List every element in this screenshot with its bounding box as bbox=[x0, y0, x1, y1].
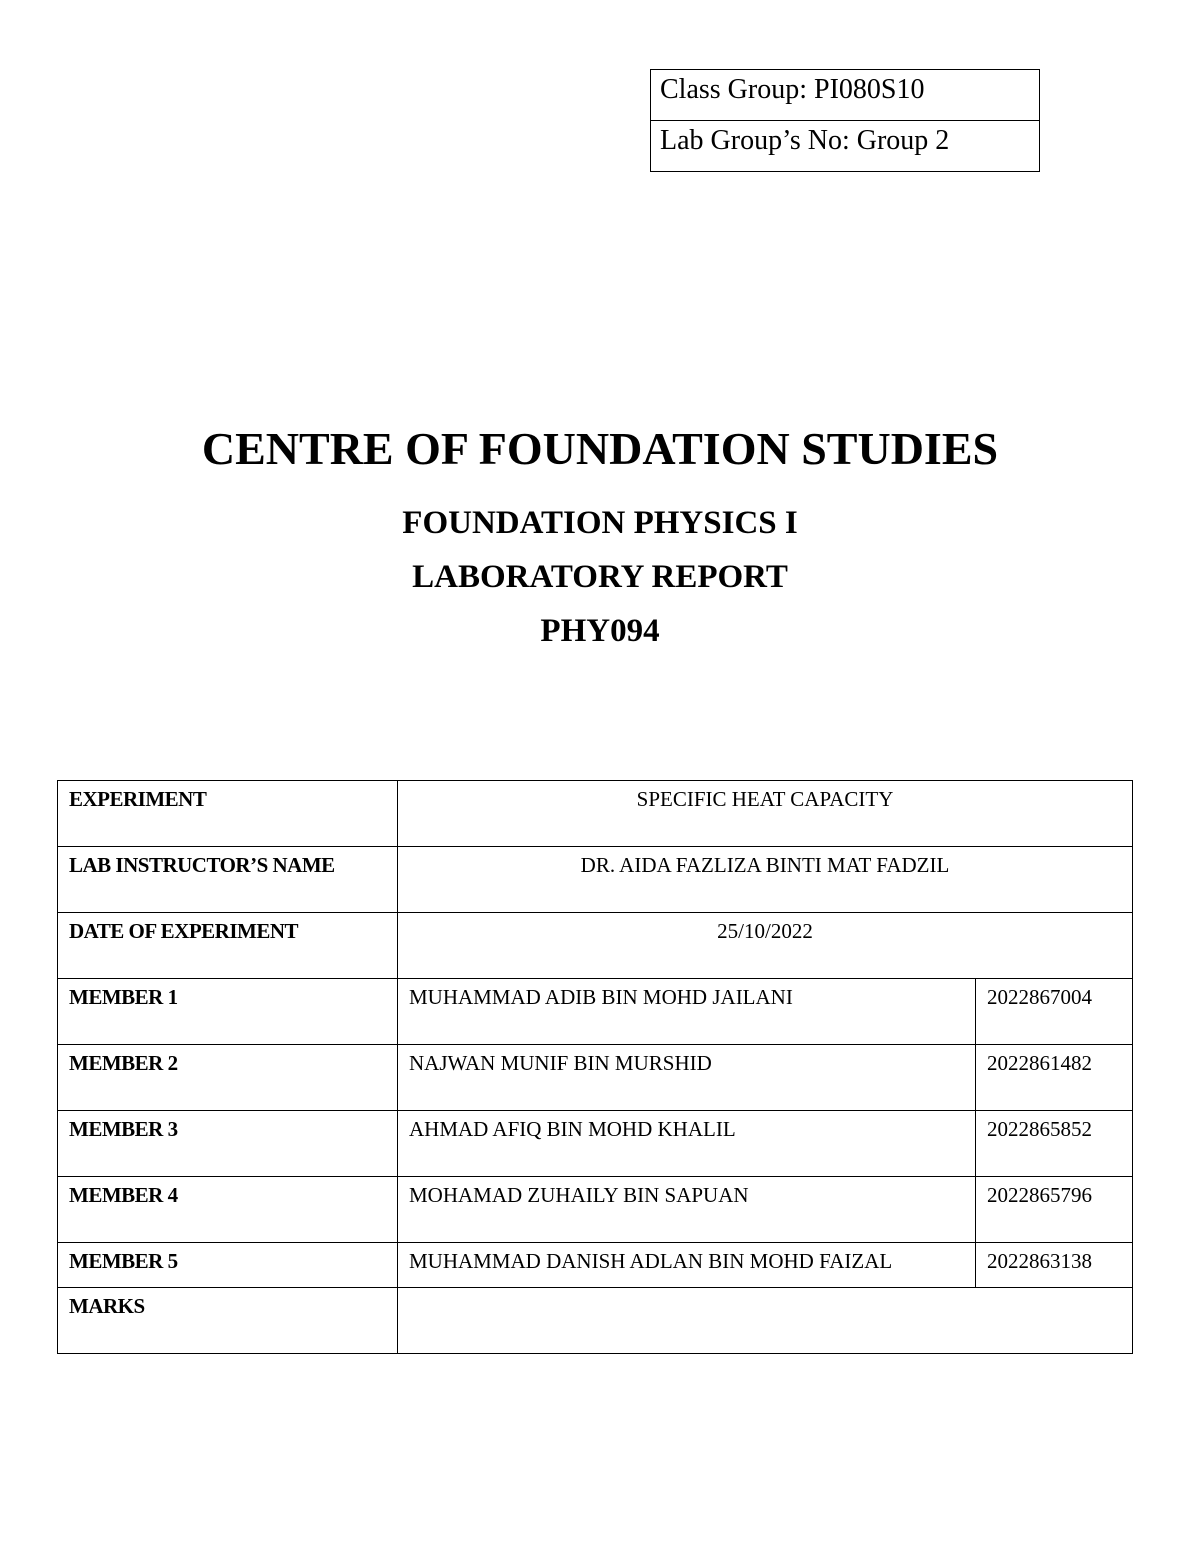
member-id: 2022865796 bbox=[976, 1177, 1133, 1243]
member-row bbox=[58, 1045, 1133, 1111]
member-label: MEMBER 1 bbox=[58, 979, 398, 1045]
course-title: FOUNDATION PHYSICS I bbox=[402, 505, 798, 541]
report-type: LABORATORY REPORT bbox=[412, 559, 788, 595]
member-label: MEMBER 2 bbox=[58, 1045, 398, 1111]
marks-label: MARKS bbox=[58, 1288, 398, 1354]
member-row bbox=[58, 979, 1133, 1045]
class-group: Class Group: PI080S10 bbox=[651, 70, 1040, 121]
date-value: 25/10/2022 bbox=[398, 913, 1133, 979]
date-label: DATE OF EXPERIMENT bbox=[58, 913, 398, 979]
institution-title: CENTRE OF FOUNDATION STUDIES bbox=[201, 423, 999, 474]
member-name: NAJWAN MUNIF BIN MURSHID bbox=[398, 1045, 976, 1111]
class-group-row bbox=[651, 70, 1040, 121]
lab-group-row bbox=[651, 121, 1040, 172]
member-id: 2022863138 bbox=[976, 1243, 1133, 1288]
instructor-label: LAB INSTRUCTOR’S NAME bbox=[58, 847, 398, 913]
report-info-table bbox=[57, 780, 1133, 1354]
member-row bbox=[58, 1111, 1133, 1177]
member-label: MEMBER 4 bbox=[58, 1177, 398, 1243]
member-name: MOHAMAD ZUHAILY BIN SAPUAN bbox=[398, 1177, 976, 1243]
title-block bbox=[0, 420, 1200, 658]
instructor-row bbox=[58, 847, 1133, 913]
marks-value bbox=[398, 1288, 1133, 1354]
date-row bbox=[58, 913, 1133, 979]
lab-group: Lab Group’s No: Group 2 bbox=[651, 121, 1040, 172]
member-id: 2022867004 bbox=[976, 979, 1133, 1045]
experiment-value: SPECIFIC HEAT CAPACITY bbox=[398, 781, 1133, 847]
member-id: 2022865852 bbox=[976, 1111, 1133, 1177]
instructor-value: DR. AIDA FAZLIZA BINTI MAT FADZIL bbox=[398, 847, 1133, 913]
course-code: PHY094 bbox=[540, 613, 660, 649]
marks-row bbox=[58, 1288, 1133, 1354]
member-name: AHMAD AFIQ BIN MOHD KHALIL bbox=[398, 1111, 976, 1177]
group-info-box bbox=[650, 69, 1040, 172]
member-label: MEMBER 3 bbox=[58, 1111, 398, 1177]
member-name: MUHAMMAD ADIB BIN MOHD JAILANI bbox=[398, 979, 976, 1045]
experiment-label: EXPERIMENT bbox=[58, 781, 398, 847]
experiment-row bbox=[58, 781, 1133, 847]
member-name: MUHAMMAD DANISH ADLAN BIN MOHD FAIZAL bbox=[398, 1243, 976, 1288]
member-row bbox=[58, 1177, 1133, 1243]
member-id: 2022861482 bbox=[976, 1045, 1133, 1111]
member-label: MEMBER 5 bbox=[58, 1243, 398, 1288]
member-row bbox=[58, 1243, 1133, 1288]
